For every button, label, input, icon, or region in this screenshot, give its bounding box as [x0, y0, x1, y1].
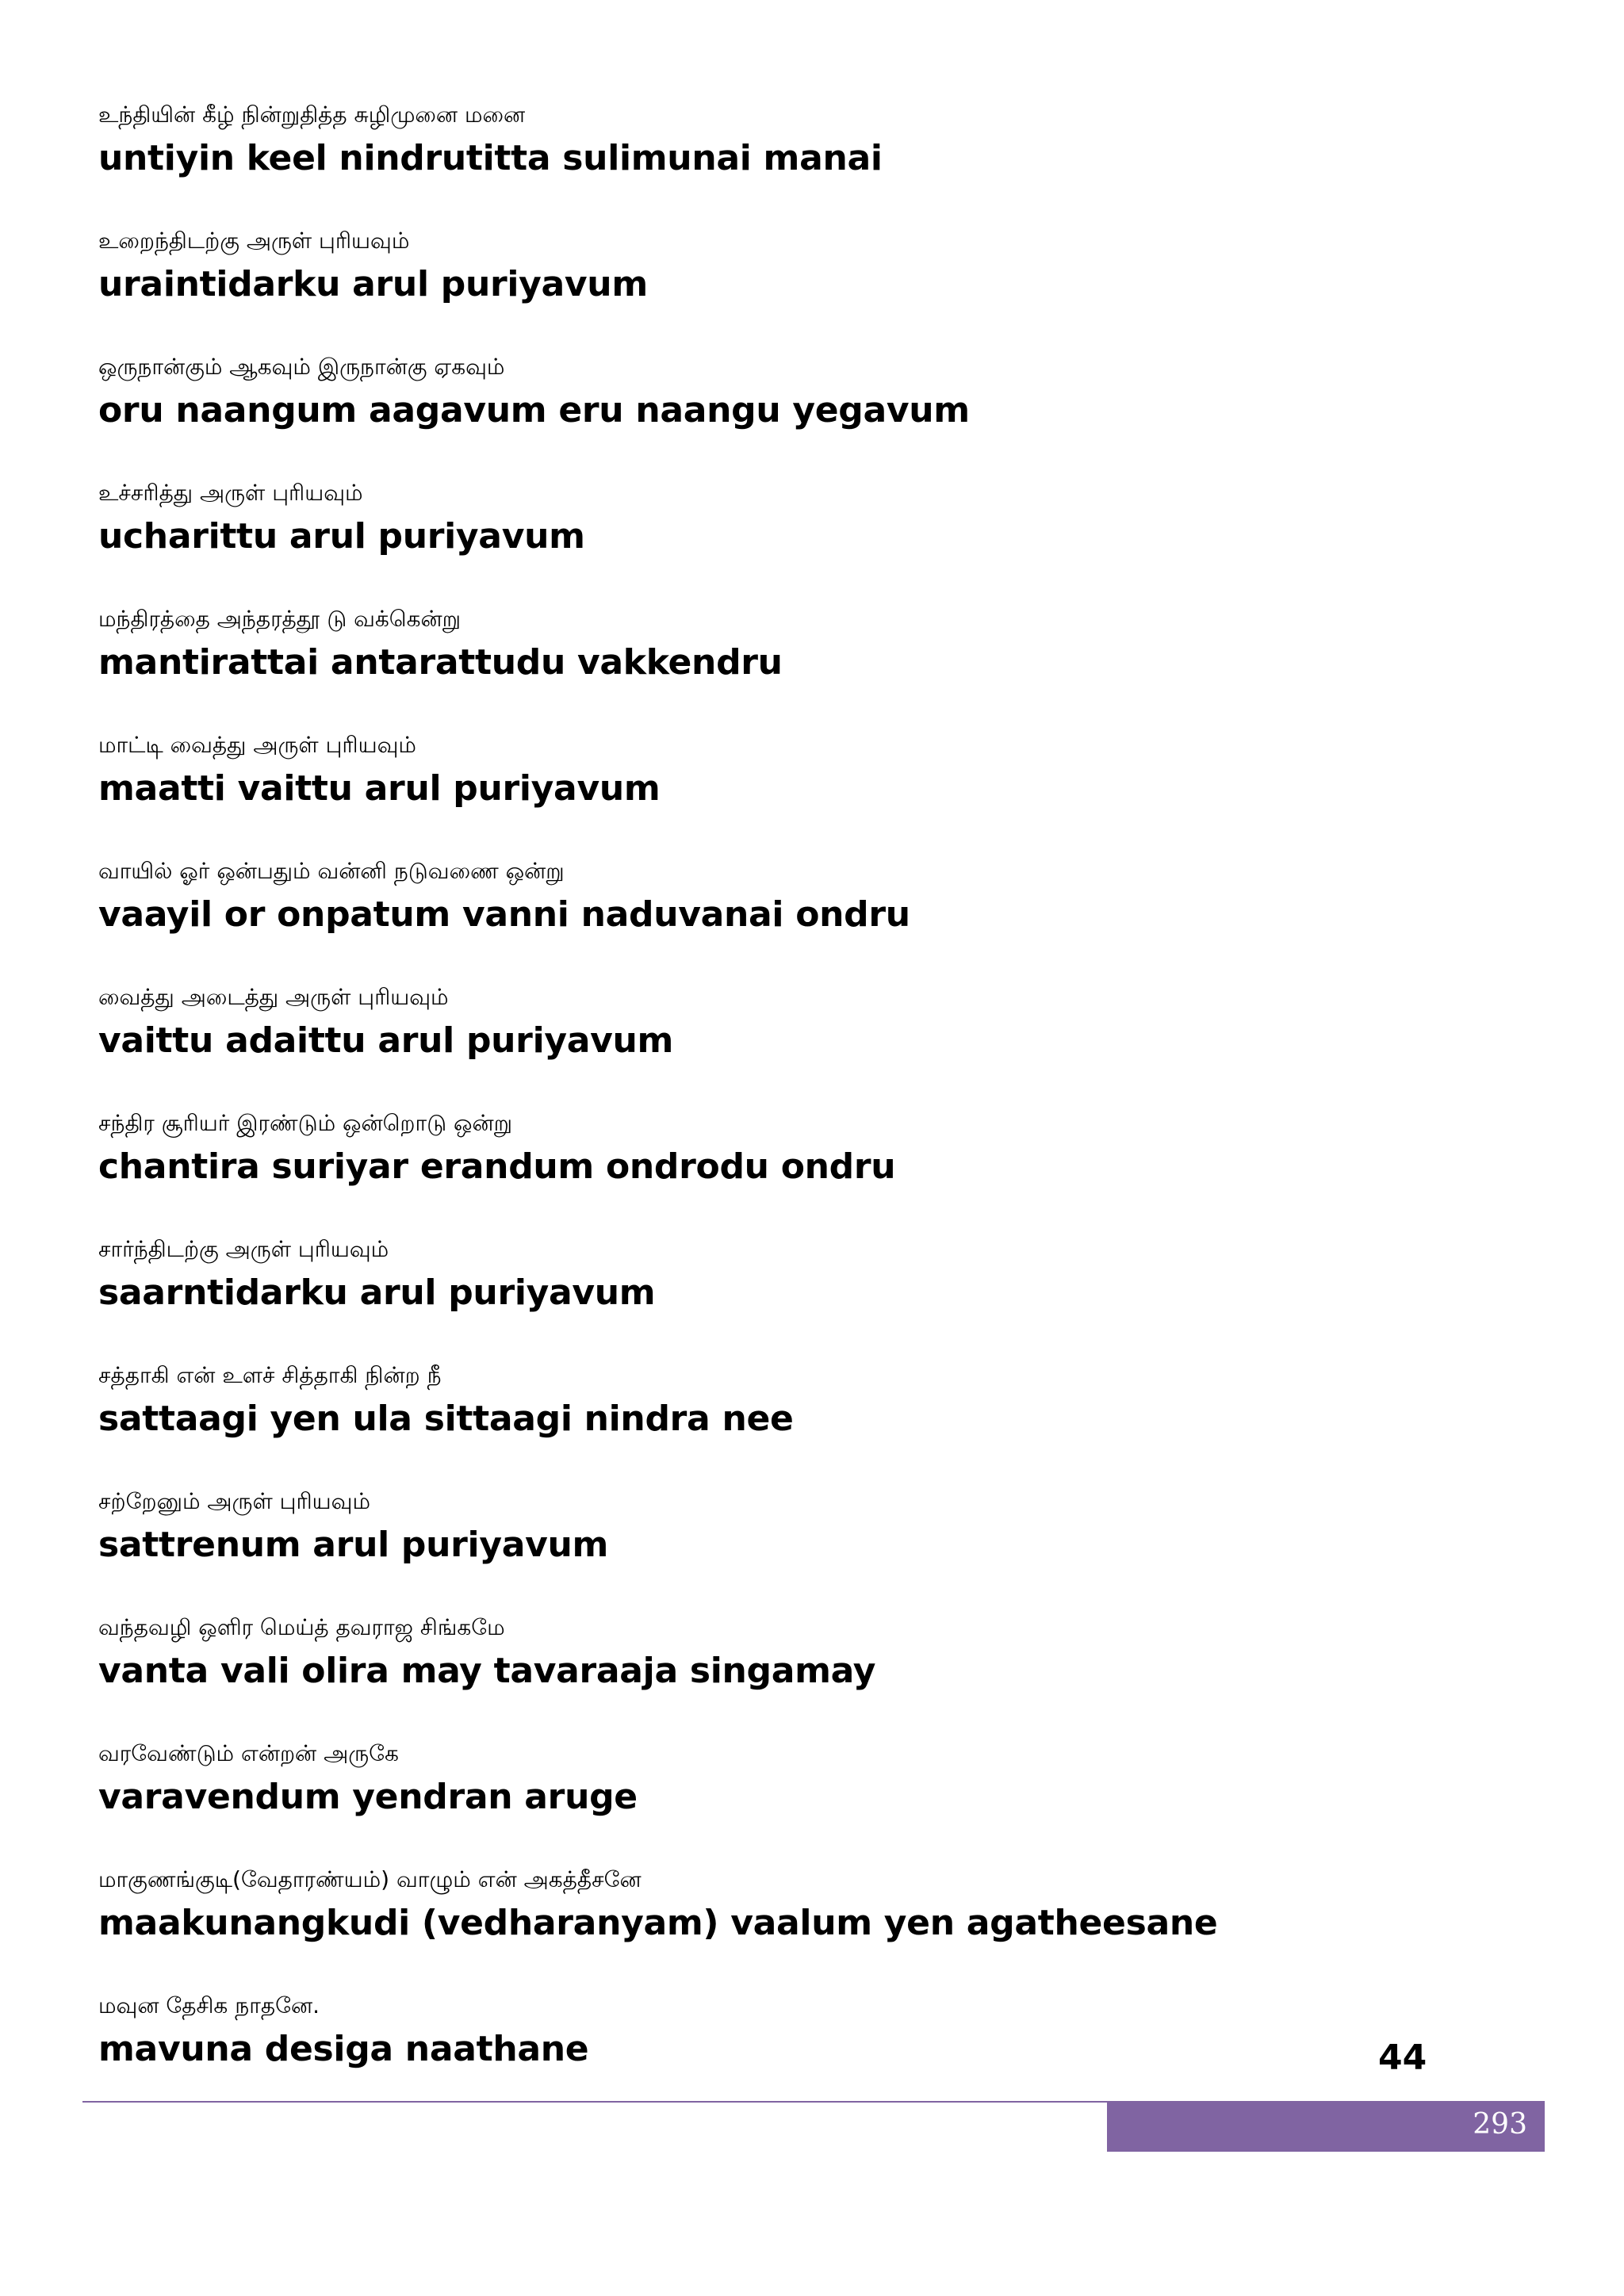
stanza-line [98, 1234, 1446, 1360]
tamil-line: வைத்து அடைத்து அருள் புரியவும் [98, 984, 449, 1010]
tamil-line: சற்றேனும் அருள் புரியவும் [98, 1488, 370, 1514]
transliteration-line: vanta vali olira may tavaraaja singamay [98, 1651, 876, 1691]
tamil-line: வந்தவழி ஒளிர மெய்த் தவராஜ சிங்கமே [98, 1614, 505, 1640]
transliteration-line: varavendum yendran aruge [98, 1777, 638, 1817]
transliteration-line: oru naangum aagavum eru naangu yegavum [98, 390, 970, 430]
stanza-line [98, 1738, 1446, 1864]
transliteration-line: chantira suriyar erandum ondrodu ondru [98, 1146, 896, 1187]
stanza-line [98, 1360, 1446, 1486]
page-number-box [1107, 2103, 1545, 2152]
transliteration-line: mantirattai antarattudu vakkendru [98, 642, 783, 683]
transliteration-line: vaittu adaittu arul puriyavum [98, 1020, 674, 1061]
transliteration-line: maakunangkudi (vedharanyam) vaalum yen agatheesane [98, 1903, 1218, 1943]
transliteration-line: sattrenum arul puriyavum [98, 1525, 609, 1565]
tamil-line: வரவேண்டும் என்றன் அருகே [98, 1740, 399, 1766]
stanza-line [98, 351, 1446, 477]
tamil-line: உறைந்திடற்கு அருள் புரியவும் [98, 228, 410, 254]
transliteration-line: sattaagi yen ula sittaagi nindra nee [98, 1399, 794, 1439]
verse-number: 44 [1378, 2038, 1427, 2078]
stanza-line [98, 477, 1446, 603]
transliteration-line: vaayil or onpatum vanni naduvanai ondru [98, 894, 910, 935]
transliteration-line: saarntidarku arul puriyavum [98, 1272, 656, 1313]
tamil-line: மாட்டி வைத்து அருள் புரியவும் [98, 732, 416, 758]
tamil-line: சத்தாகி என் உளச் சித்தாகி நின்ற நீ [98, 1362, 442, 1388]
tamil-line: ஒருநான்கும் ஆகவும் இருநான்கு ஏகவும் [98, 354, 505, 380]
transliteration-line: mavuna desiga naathane [98, 2029, 589, 2069]
stanza-line [98, 225, 1446, 351]
stanza-line [98, 982, 1446, 1108]
tamil-line: சார்ந்திடற்கு அருள் புரியவும் [98, 1236, 389, 1262]
transliteration-line: maatti vaittu arul puriyavum [98, 768, 661, 809]
stanza-line [98, 1108, 1446, 1234]
tamil-line: உச்சரித்து அருள் புரியவும் [98, 480, 363, 506]
stanza-line [98, 1486, 1446, 1612]
verse-body [98, 99, 1446, 2116]
page-number: 293 [1473, 2108, 1527, 2141]
stanza-line [98, 1864, 1446, 1990]
stanza-line [98, 603, 1446, 729]
tamil-line: மாகுணங்குடி(வேதாரண்யம்) வாழும் என் அகத்தீசனே [98, 1866, 642, 1892]
tamil-line: சந்திர சூரியர் இரண்டும் ஒன்றொடு ஒன்று [98, 1110, 513, 1136]
transliteration-line: uraintidarku arul puriyavum [98, 264, 648, 304]
stanza-line [98, 855, 1446, 982]
stanza-line [98, 99, 1446, 225]
stanza-line [98, 1990, 1446, 2116]
tamil-line: உந்தியின் கீழ் நின்றுதித்த சுழிமுனை மனை [98, 101, 526, 128]
tamil-line: மவுன தேசிக நாதனே. [98, 1992, 320, 2019]
stanza-line [98, 729, 1446, 855]
stanza-line [98, 1612, 1446, 1738]
transliteration-line: untiyin keel nindrutitta sulimunai manai [98, 138, 883, 178]
tamil-line: மந்திரத்தை அந்தரத்தூ டு வக்கென்று [98, 606, 462, 632]
tamil-line: வாயில் ஓர் ஒன்பதும் வன்னி நடுவணை ஒன்று [98, 858, 565, 884]
transliteration-line: ucharittu arul puriyavum [98, 516, 585, 557]
